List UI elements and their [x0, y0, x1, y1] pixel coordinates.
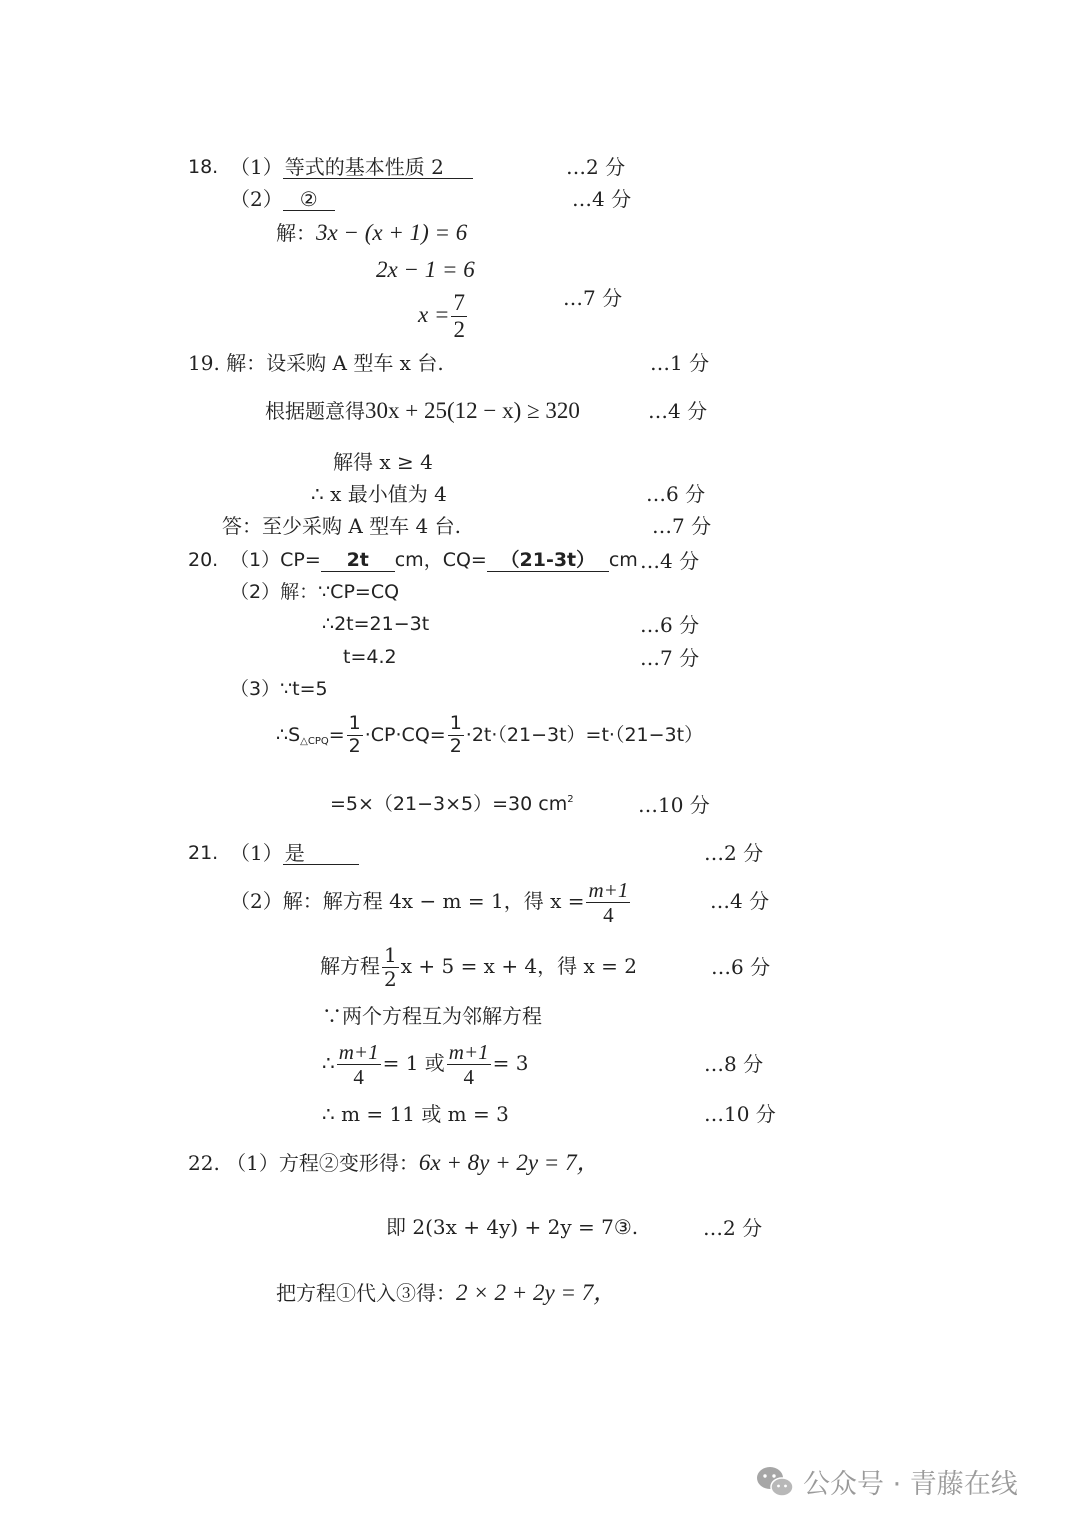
q21-fraction-b: $\frac{m+1}{4}$ — [448, 1040, 489, 1090]
q19-inequality: 30x + 25(12 − x) ≥ 320 — [365, 398, 580, 423]
q18-part1-score: …2 分 — [566, 155, 626, 179]
wechat-icon — [755, 1465, 795, 1499]
q19-answer: 答：至少采购 A 型车 4 台. — [222, 514, 461, 538]
q20-area-eq: = — [328, 723, 345, 746]
q18-solution-label: 解： — [276, 221, 316, 245]
q20-part2-line3: t=4.2 — [343, 646, 397, 668]
q21-half-fraction: $\frac{1}{2}$ — [384, 943, 397, 991]
q20-part2-line1: （2）解：∵CP=CQ — [230, 581, 400, 603]
q20-part3-line1: （3）∵t=5 — [230, 678, 328, 700]
q20-number: 20. — [188, 549, 219, 571]
q20-part1-answer-cq: （21-3t） — [487, 551, 609, 572]
q18-part1-label: （1） — [230, 155, 283, 179]
q19-line2-prefix: 根据题意得 — [265, 399, 365, 423]
q19-line4-score: …6 分 — [646, 482, 706, 506]
q20-area-result: =5×（21−3×5）=30 cm — [330, 793, 568, 815]
q19-line1: 19. 解：设采购 A 型车 x 台. — [188, 351, 444, 375]
q21-line3: ∵两个方程互为邻解方程 — [322, 1004, 542, 1028]
q20-area-sup: 2 — [567, 794, 574, 805]
q21-line2-score: …6 分 — [711, 955, 771, 979]
q21-fraction-a: $\frac{m+1}{4}$ — [338, 1040, 379, 1090]
q22-line1-math: 6x + 8y + 2y = 7， — [418, 1150, 600, 1175]
q21-line5: ∴ m = 11 或 m = 3 — [322, 1102, 509, 1126]
q19-line1-score: …1 分 — [650, 351, 710, 375]
q21-line5-score: …10 分 — [704, 1102, 776, 1126]
q18-part1-answer: 等式的基本性质 2 — [283, 157, 473, 179]
q19-line2-score: …4 分 — [648, 399, 708, 423]
q21-part1-score: …2 分 — [704, 841, 764, 865]
watermark — [755, 1462, 1018, 1501]
q20-half-fraction-1: $\frac{1}{2}$ — [348, 712, 361, 757]
q20-part2-line3-score: …7 分 — [640, 646, 700, 670]
q21-line4-mid: = 1 或 — [382, 1051, 445, 1076]
q20-area-s: ∴S — [276, 723, 301, 746]
q21-line2-prefix: 解方程 — [320, 954, 380, 978]
q21-line4-score: …8 分 — [704, 1052, 764, 1076]
q20-area-subscript: △CPQ — [300, 735, 329, 747]
q19-line5-score: …7 分 — [652, 514, 712, 538]
q21-x-fraction: $\frac{m+1}{4}$ — [588, 878, 629, 928]
q18-eq3-lhs: x = — [418, 302, 450, 328]
q20-part1-label: （1）CP= — [230, 549, 321, 571]
q22-line3-math: 2 × 2 + 2y = 7， — [456, 1280, 617, 1305]
q20-part1-unit: cm — [608, 549, 638, 571]
q18-number: 18. — [188, 156, 219, 178]
q22-line2-score: …2 分 — [703, 1216, 763, 1240]
q21-line4-therefore: ∴ — [322, 1051, 335, 1076]
q22-line2: 即 2(3x + 4y) + 2y = 7③. — [386, 1215, 639, 1239]
q20-part1-mid: cm，CQ= — [394, 549, 487, 571]
q21-line4-end: = 3 — [492, 1051, 529, 1076]
q20-part1-score: …4 分 — [640, 549, 700, 573]
q22-line1-prefix: 22. （1）方程②变形得： — [188, 1151, 419, 1175]
q20-half-fraction-2: $\frac{1}{2}$ — [449, 712, 462, 757]
q18-part2-score: …4 分 — [572, 187, 632, 211]
q18-eq2: 2x − 1 = 6 — [376, 257, 475, 282]
q19-line3: 解得 x ≥ 4 — [333, 450, 433, 474]
q20-area-mid: ·CP·CQ= — [364, 723, 446, 746]
q19-line4: ∴ x 最小值为 4 — [311, 482, 447, 506]
q20-part2-line2: ∴2t=21−3t — [322, 613, 430, 635]
q18-eq1: 3x − (x + 1) = 6 — [316, 220, 468, 245]
q18-part2-label: （2） — [230, 187, 283, 211]
q22-line3-prefix: 把方程①代入③得： — [276, 1281, 456, 1305]
q18-eq3-score: …7 分 — [563, 286, 623, 310]
q20-part2-line2-score: …6 分 — [640, 613, 700, 637]
q21-line2-rest: x + 5 = x + 4，得 x = 2 — [400, 954, 637, 978]
q21-part2-score: …4 分 — [710, 889, 770, 913]
q21-part1-answer: 是 — [283, 843, 359, 865]
q21-part1-label: （1） — [230, 841, 283, 865]
q20-part3-score: …10 分 — [638, 793, 710, 817]
watermark-text: 公众号 · 青藤在线 — [803, 1469, 1018, 1500]
q21-number: 21. — [188, 842, 219, 864]
q20-area-end: ·2t·（21−3t）=t·（21−3t） — [465, 723, 704, 746]
q18-part2-answer: ② — [283, 189, 335, 211]
q20-part1-answer-cp: 2t — [321, 551, 395, 572]
q18-eq3-fraction: $\frac{7}{2}$ — [453, 290, 465, 343]
q21-part2-prefix: （2）解：解方程 4x − m = 1，得 x = — [230, 889, 585, 914]
